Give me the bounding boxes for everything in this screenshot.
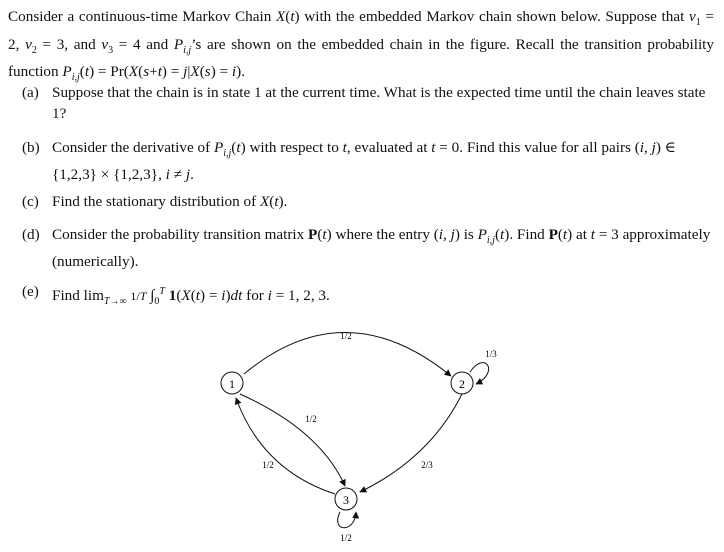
part-label: (e) — [22, 283, 39, 300]
edge-3-to-1 — [236, 398, 335, 494]
part-text: Consider the probability transition matrix P(t) where the entry (i, j) is $P_{i,j}(t)$. Find P(t) at t = 3 approximately (numerically). — [52, 226, 711, 271]
part-text: Suppose that the chain is in state 1 at the current time. What is the expected time until the chain leaves state 1? — [52, 84, 706, 122]
edge-1-to-3 — [240, 394, 345, 486]
part-label: (d) — [22, 226, 40, 243]
edge-label-3-1: 1/2 — [262, 460, 274, 470]
node-3-label: 3 — [343, 493, 349, 507]
intro-rendered: Consider a continuous-time Markov Chain X(t) with the embedded Markov chain shown below. Suppose that $\nu_1 = 2$, $\nu_2 = 3$, and $\nu_3 = 4$ and $P_{i,j}’s$ are shown on the embedded chain in the figure. Recall the transition probability function $P_{i,j}(t) = Pr(X(s+t) = j|X(s) = i)$. — [8, 8, 714, 84]
edge-label-3-3: 1/2 — [340, 533, 352, 543]
edge-label-2-2: 1/3 — [485, 349, 497, 359]
node-2-label: 2 — [459, 377, 465, 391]
part-text: Find $\lim_{T\to\infty} 1/T$ $\int_0^T$ 1(X(t) = i)dt for i = 1, 2, 3. — [52, 286, 330, 308]
node-1-label: 1 — [229, 377, 235, 391]
part-label: (c) — [22, 193, 39, 210]
part-label: (b) — [22, 139, 40, 156]
part-label: (a) — [22, 84, 39, 101]
part-text: Consider the derivative of $P_{i,j}(t)$ with respect to t, evaluated at t = 0. Find this value for all pairs (i, j) ∈ {1,2,3} × {1,2,3}, i ≠ j. — [52, 139, 676, 184]
edge-2-to-3 — [360, 394, 462, 492]
edge-3-self-loop — [338, 512, 356, 528]
edge-label-2-3: 2/3 — [421, 460, 433, 470]
edge-label-1-3: 1/2 — [305, 414, 317, 424]
edge-label-1-2: 1/2 — [340, 331, 352, 341]
part-text: Find the stationary distribution of X(t). — [52, 193, 288, 210]
